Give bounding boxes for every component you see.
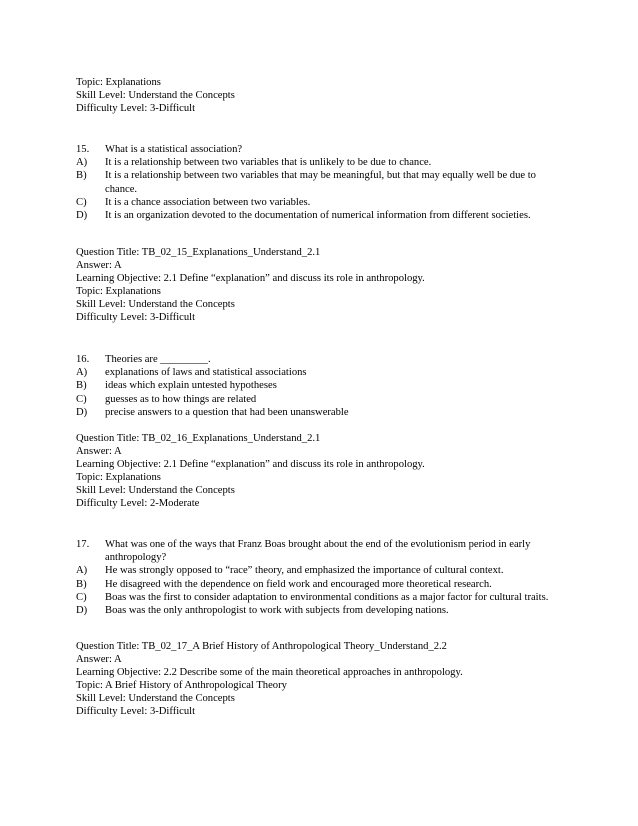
option-letter: B) <box>76 578 87 590</box>
question-title-line: Question Title: TB_02_15_Explanations_Understand_2.1 <box>76 247 321 258</box>
option-text: explanations of laws and statistical associations <box>105 367 307 379</box>
option-letter: A) <box>76 157 88 169</box>
answer-option-a <box>76 366 566 379</box>
skill-level-line: Skill Level: Understand the Concepts <box>76 485 235 496</box>
option-text: It is a relationship between two variables that may be meaningful, but that may equally well be due to chance. <box>105 170 536 195</box>
option-text: ideas which explain untested hypotheses <box>105 380 277 392</box>
option-letter: C) <box>76 196 87 208</box>
option-text: It is a chance association between two variables. <box>105 196 311 208</box>
answer-option-d <box>76 406 566 419</box>
answer-option-c <box>76 393 566 406</box>
option-letter: A) <box>76 565 88 577</box>
topic-line: Topic: Explanations <box>76 77 161 88</box>
option-text: It is a relationship between two variables that is unlikely to be due to chance. <box>105 157 432 169</box>
difficulty-line: Difficulty Level: 2-Moderate <box>76 498 200 509</box>
topic-line: Topic: A Brief History of Anthropological Theory <box>76 680 287 691</box>
option-letter: A) <box>76 367 88 379</box>
difficulty-line: Difficulty Level: 3-Difficult <box>76 312 196 323</box>
question-number: 17. <box>76 539 90 550</box>
option-text: precise answers to a question that had been unanswerable <box>105 406 349 418</box>
answer-option-c <box>76 591 566 604</box>
option-text: He was strongly opposed to “race” theory, and emphasized the importance of cultural context. <box>105 565 504 577</box>
learning-objective-line: Learning Objective: 2.1 Define “explanation” and discuss its role in anthropology. <box>76 459 425 470</box>
answer-option-d <box>76 604 566 617</box>
question-17 <box>76 538 566 617</box>
learning-objective-line: Learning Objective: 2.1 Define “explanation” and discuss its role in anthropology. <box>76 273 425 284</box>
difficulty-line: Difficulty Level: 3-Difficult <box>76 103 196 114</box>
question-stem: What is a statistical association? <box>105 144 243 155</box>
skill-level-line: Skill Level: Understand the Concepts <box>76 90 235 101</box>
question-stem-row <box>76 538 566 564</box>
question-title-line: Question Title: TB_02_16_Explanations_Understand_2.1 <box>76 433 321 444</box>
question-stem: Theories are _________. <box>105 354 211 365</box>
answer-option-b <box>76 379 566 392</box>
option-letter: B) <box>76 380 87 392</box>
answer-option-a <box>76 564 566 577</box>
answer-line: Answer: A <box>76 654 122 665</box>
option-letter: D) <box>76 605 88 617</box>
question-title-line: Question Title: TB_02_17_A Brief History of Anthropological Theory_Understand_2.2 <box>76 641 447 652</box>
option-letter: C) <box>76 591 87 603</box>
question-stem-row <box>76 353 566 366</box>
difficulty-line: Difficulty Level: 3-Difficult <box>76 706 196 717</box>
option-text: Boas was the only anthropologist to work with subjects from developing nations. <box>105 605 449 617</box>
answer-option-c <box>76 196 566 209</box>
answer-option-a <box>76 156 566 169</box>
question-stem-row <box>76 143 566 156</box>
question-number: 15. <box>76 144 90 155</box>
topic-line: Topic: Explanations <box>76 472 161 483</box>
option-letter: C) <box>76 393 87 405</box>
option-letter: D) <box>76 406 88 418</box>
option-text: guesses as to how things are related <box>105 393 257 405</box>
option-text: He disagreed with the dependence on field work and encouraged more theoretical research. <box>105 578 492 590</box>
question-stem: What was one of the ways that Franz Boas brought about the end of the evolutionism period in early anthropology? <box>105 539 531 564</box>
answer-option-d <box>76 209 566 222</box>
answer-option-b <box>76 578 566 591</box>
question-number: 16. <box>76 354 90 365</box>
question-15 <box>76 143 566 222</box>
option-letter: B) <box>76 170 87 182</box>
question-16 <box>76 353 566 419</box>
option-letter: D) <box>76 210 88 222</box>
learning-objective-line: Learning Objective: 2.2 Describe some of the main theoretical approaches in anthropology. <box>76 667 463 678</box>
answer-line: Answer: A <box>76 260 122 271</box>
answer-line: Answer: A <box>76 446 122 457</box>
answer-option-b <box>76 169 566 195</box>
skill-level-line: Skill Level: Understand the Concepts <box>76 299 235 310</box>
topic-line: Topic: Explanations <box>76 286 161 297</box>
option-text: It is an organization devoted to the documentation of numerical information from different societies. <box>105 210 531 222</box>
option-text: Boas was the first to consider adaptation to environmental conditions as a major factor for cultural traits. <box>105 591 549 603</box>
skill-level-line: Skill Level: Understand the Concepts <box>76 693 235 704</box>
